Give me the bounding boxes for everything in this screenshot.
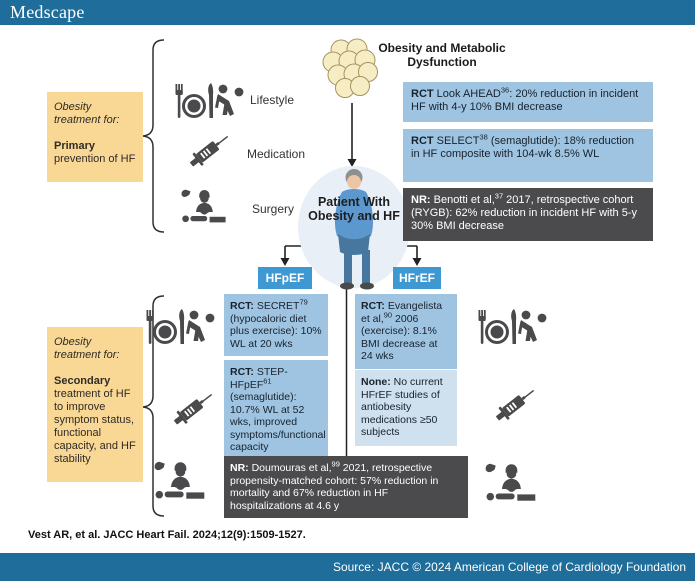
- primary-brace: [143, 40, 164, 232]
- lifestyle-icon: [147, 309, 215, 344]
- source-text: Source: JACC © 2024 American College of Cardiology Foundation: [332, 560, 686, 574]
- evidence-box-select: RCT SELECT$^{38}$ (semaglutide): 18% reduction in HF composite with 104-wk 8.5% WL: [403, 129, 653, 182]
- citation: Vest AR, et al. JACC Heart Fail. 2024;12(9):1509-1527.: [28, 529, 306, 541]
- evidence-box-evangelista: RCT: Evangelista et al,$^{90}$ 2006 (exercise): 8.1% BMI decrease at 24 wks: [355, 294, 457, 369]
- adipose-cells-icon: [323, 39, 378, 98]
- evidence-box-step-hfpef: RCT: STEP-HFpEF$^{61}$ (semaglutide): 10.7% WL at 52 wks, improved symptoms/functional capacity: [224, 360, 328, 460]
- medication-icon: [171, 388, 217, 428]
- lifestyle-icon: [176, 83, 244, 118]
- scope-intro: Obesity treatment for:: [54, 101, 120, 126]
- evidence-box-look-ahead: RCT Look AHEAD$^{36}$: 20% reduction in incident HF with 4-y 10% BMI decrease: [403, 82, 653, 122]
- scope-box-primary: [47, 92, 143, 182]
- footer-bar: [0, 553, 695, 581]
- row-label-medication: Medication: [247, 147, 306, 161]
- medication-icon: [187, 130, 233, 170]
- patient-label: Patient With Obesity and HF: [308, 195, 400, 223]
- scope-intro: Obesity treatment for:: [54, 336, 120, 361]
- surgery-icon: [155, 462, 205, 499]
- row-label-surgery: Surgery: [252, 202, 295, 216]
- lifestyle-icon: [479, 309, 547, 344]
- cells-title: Obesity and Metabolic Dysfunction: [378, 41, 506, 69]
- evidence-box-secret: RCT: SECRET$^{79}$ (hypocaloric diet plus exercise): 10% WL at 20 wks: [224, 294, 328, 356]
- arrow-cells-to-patient: [348, 103, 357, 167]
- medication-icon: [493, 384, 539, 424]
- scope-text: Secondary treatment of HF to improve symptom status, functional capacity, and HF stability: [54, 375, 136, 465]
- surgery-icon: [486, 464, 536, 501]
- surgery-icon: [181, 190, 225, 223]
- medscape-logo[interactable]: Medscape: [10, 2, 85, 22]
- evidence-box-none: None: No current HFrEF studies of antiobesity medications ≥50 subjects: [355, 370, 457, 446]
- hfref-label: HFrEF: [393, 267, 441, 289]
- evidence-box-doumouras: NR: Doumouras et al,$^{99}$ 2021, retrospective propensity-matched cohort: 57% reduction in mortality and 67% reduction in HF hospitalizations at 4.6 y: [224, 456, 468, 518]
- scope-text: Primary prevention of HF: [54, 140, 136, 165]
- hfpef-label: HFpEF: [258, 267, 312, 289]
- evidence-box-benotti: NR: Benotti et al,$^{37}$ 2017, retrospective cohort (RYGB): 62% reduction in incident HF with 5-y 30% BMI decrease: [403, 188, 653, 241]
- scope-box-secondary: [47, 327, 143, 482]
- row-label-lifestyle: Lifestyle: [250, 93, 295, 107]
